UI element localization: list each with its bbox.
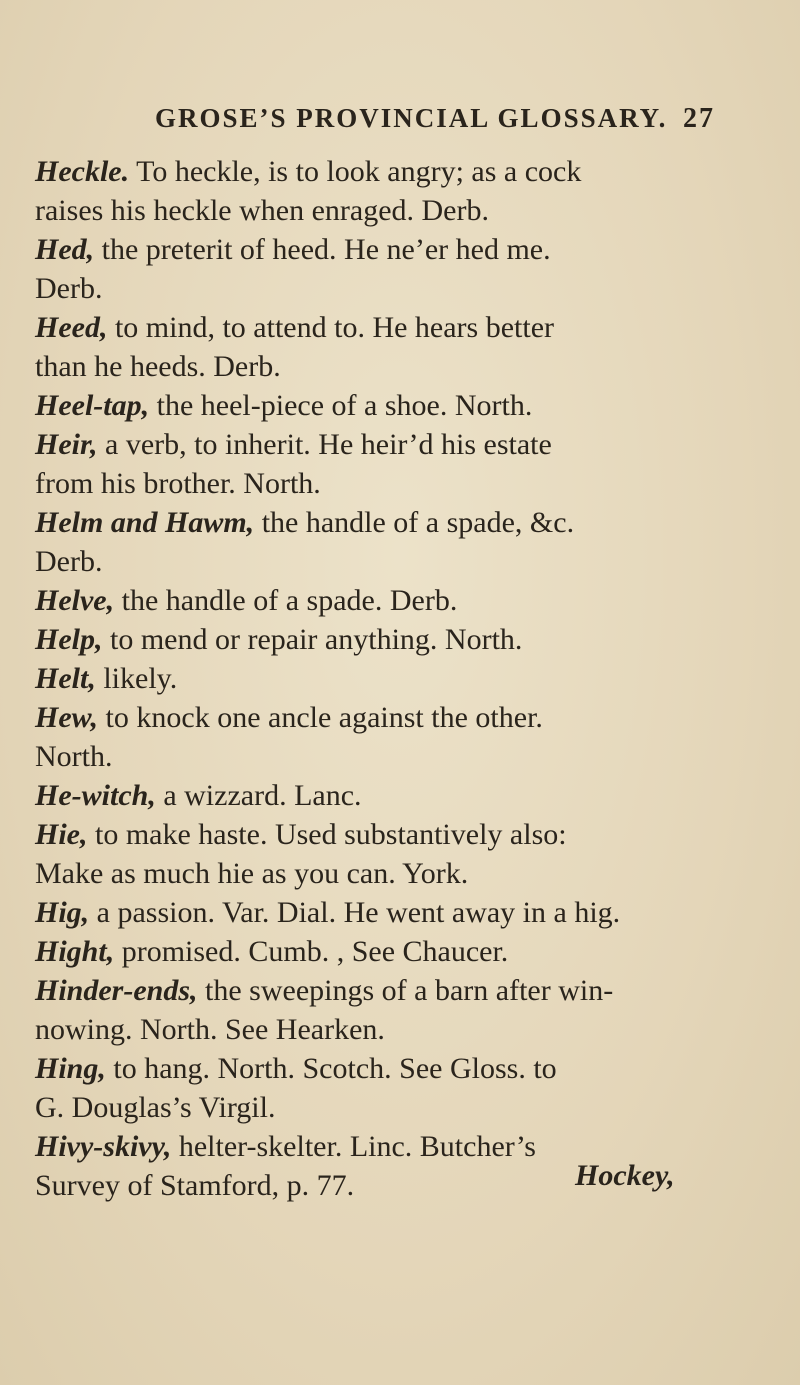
glossary-entry	[35, 620, 800, 659]
glossary-entry	[35, 659, 800, 698]
glossary-entry	[35, 152, 800, 230]
entry-headword: Hew,	[35, 701, 99, 734]
entry-headword: Heckle.	[35, 155, 130, 188]
entry-text: To heckle, is to look angry; as a cock	[129, 155, 582, 188]
entry-headword: Hie,	[35, 818, 88, 851]
entry-headword: Heir,	[35, 428, 98, 461]
entry-text: likely.	[95, 662, 178, 695]
entry-headword: Helt,	[35, 662, 96, 695]
glossary-entry	[35, 776, 800, 815]
glossary-entry	[35, 971, 800, 1049]
catchword: Hockey,	[575, 1159, 675, 1192]
entry-text: Derb.	[35, 545, 103, 578]
entry-headword: Hed,	[35, 233, 95, 266]
entry-text: the preterit of heed. He ne’er hed me.	[94, 233, 551, 266]
entry-text: from his brother. North.	[35, 467, 321, 500]
entry-text: to hang. North. Scotch. See Gloss. to	[105, 1052, 557, 1085]
entry-text: helter-skelter. Linc. Butcher’s	[171, 1130, 536, 1163]
entry-headword: Heed,	[35, 311, 108, 344]
entry-headword: Help,	[35, 623, 103, 656]
glossary-entry	[35, 308, 800, 386]
entry-headword: Hing,	[35, 1052, 106, 1085]
entry-text: raises his heckle when enraged. Derb.	[35, 194, 489, 227]
entry-text: a wizzard. Lanc.	[155, 779, 362, 812]
entry-text: the heel-piece of a shoe. North.	[149, 389, 533, 422]
glossary-entries	[35, 152, 800, 1205]
entry-text: North.	[35, 740, 113, 773]
glossary-entry	[35, 932, 800, 971]
glossary-entry	[35, 815, 800, 893]
page-number: 27	[683, 103, 715, 134]
glossary-entry	[35, 1127, 800, 1205]
glossary-entry	[35, 230, 800, 308]
glossary-entry	[35, 893, 800, 932]
entry-text: a passion. Var. Dial. He went away in a hig.	[89, 896, 621, 929]
entry-headword: Hig,	[35, 896, 90, 929]
entry-headword: He-witch,	[35, 779, 156, 812]
entry-headword: Hight,	[35, 935, 115, 968]
entry-headword: Helve,	[35, 584, 115, 617]
entry-text: to make haste. Used substantively also:	[87, 818, 567, 851]
entry-text: G. Douglas’s Virgil.	[35, 1091, 276, 1124]
entry-text: than he heeds. Derb.	[35, 350, 281, 383]
entry-text: a verb, to inherit. He heir’d his estate	[97, 428, 552, 461]
entry-text: to mend or repair anything. North.	[102, 623, 523, 656]
glossary-entry	[35, 425, 800, 503]
glossary-entry	[35, 1049, 800, 1127]
entry-headword: Heel-tap,	[35, 389, 150, 422]
entry-text: Derb.	[35, 272, 103, 305]
entry-text: the sweepings of a barn after win-	[197, 974, 614, 1007]
running-head	[155, 103, 715, 143]
glossary-entry	[35, 698, 800, 776]
entry-text: the handle of a spade. Derb.	[114, 584, 458, 617]
entry-text: promised. Cumb. , See Chaucer.	[114, 935, 509, 968]
glossary-entry	[35, 503, 800, 581]
entry-text: Make as much hie as you can. York.	[35, 857, 469, 890]
entry-text: Survey of Stamford, p. 77.	[35, 1169, 355, 1202]
entry-headword: Helm and Hawm,	[35, 506, 255, 539]
entry-headword: Hinder-ends,	[35, 974, 198, 1007]
entry-text: nowing. North. See Hearken.	[35, 1013, 385, 1046]
glossary-entry	[35, 581, 800, 620]
entry-headword: Hivy-skivy,	[35, 1130, 172, 1163]
entry-text: the handle of a spade, &c.	[254, 506, 575, 539]
page-header-title: GROSE’S PROVINCIAL GLOSSARY.	[155, 103, 668, 133]
entry-text: to mind, to attend to. He hears better	[107, 311, 555, 344]
glossary-entry	[35, 386, 800, 425]
entry-text: to knock one ancle against the other.	[98, 701, 543, 734]
